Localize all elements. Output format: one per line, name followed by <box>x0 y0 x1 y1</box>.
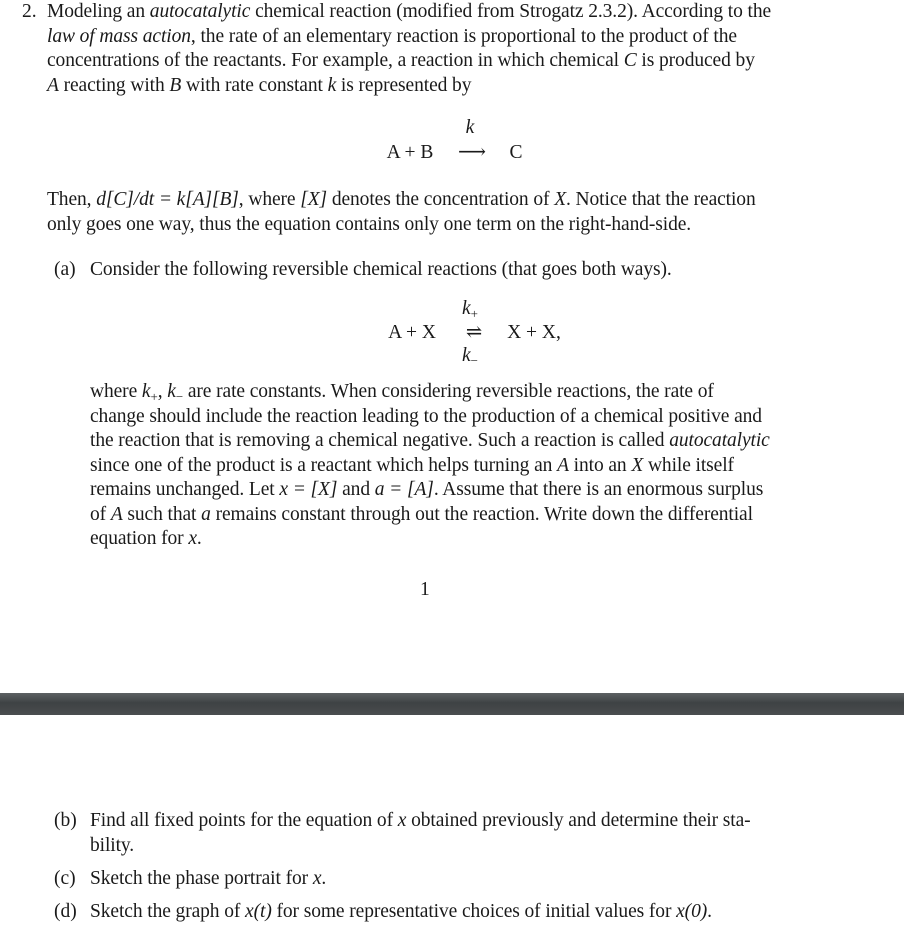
reaction2-arrow: ⇌ <box>465 322 483 343</box>
part-a-para-line-5: remains unchanged. Let x = [X] and a = [A]. Assume that there is an enormous surplus <box>90 479 764 500</box>
part-b-label: (b) <box>54 810 77 831</box>
part-a-text: Consider the following reversible chemical reactions (that goes both ways). <box>90 259 672 280</box>
part-c-text: Sketch the phase portrait for x. <box>90 868 327 889</box>
part-a-para-line-2: change should include the reaction leading to the production of a chemical positive and <box>90 405 762 427</box>
part-b-line-1: Find all fixed points for the equation of x obtained previously and determine their sta- <box>90 810 751 831</box>
part-a-para-line-3: the reaction that is removing a chemical negative. Such a reaction is called autocatalytic <box>90 430 770 451</box>
page-number: 1 <box>420 579 430 600</box>
reaction1-lhs: A + B <box>386 142 434 163</box>
part-b-line-2: bility. <box>90 834 135 856</box>
then-line-1: Then, d[C]/dt = k[A][B], where [X] denotes the concentration of X. Notice that the reaction <box>47 189 756 210</box>
then-line-2: only goes one way, thus the equation contains only one term on the right-hand-side. <box>47 213 692 235</box>
reaction2-k-minus: $k_-$ <box>462 345 478 368</box>
part-c-label: (c) <box>54 868 76 889</box>
problem-number: 2. <box>22 1 37 22</box>
page-separator <box>0 693 904 715</box>
part-a-para-line-4: since one of the product is a reactant which helps turning an A into an X while itself <box>90 454 734 476</box>
part-a-para-line-1: where $k_+$, $k_-$ are rate constants. When considering reversible reactions, the rate of <box>90 381 714 404</box>
part-d-text: Sketch the graph of x(t) for some representative choices of initial values for x(0). <box>90 901 712 922</box>
part-a-label: (a) <box>54 259 76 280</box>
reaction2-rhs: X + X, <box>507 322 561 343</box>
part-a-para-line-6: of A such that a remains constant through out the reaction. Write down the differential <box>90 503 753 525</box>
intro-line-1: Modeling an autocatalytic chemical reaction (modified from Strogatz 2.3.2). According to the <box>47 1 772 22</box>
intro-line-2: law of mass action, the rate of an elementary reaction is proportional to the product of the <box>47 25 737 47</box>
reaction2-lhs: A + X <box>388 322 436 343</box>
reaction1-rate: k <box>465 117 475 138</box>
part-d-label: (d) <box>54 901 77 922</box>
reaction1-rhs: C <box>509 142 523 163</box>
part-a-para-line-7: equation for x. <box>90 528 202 549</box>
reaction1-arrow: ⟶ <box>458 142 486 163</box>
reaction2-k-plus: $k_+$ <box>462 298 478 321</box>
intro-line-4: A reacting with B with rate constant k is represented by <box>47 74 472 96</box>
intro-line-3: concentrations of the reactants. For example, a reaction in which chemical C is produced by <box>47 50 755 71</box>
